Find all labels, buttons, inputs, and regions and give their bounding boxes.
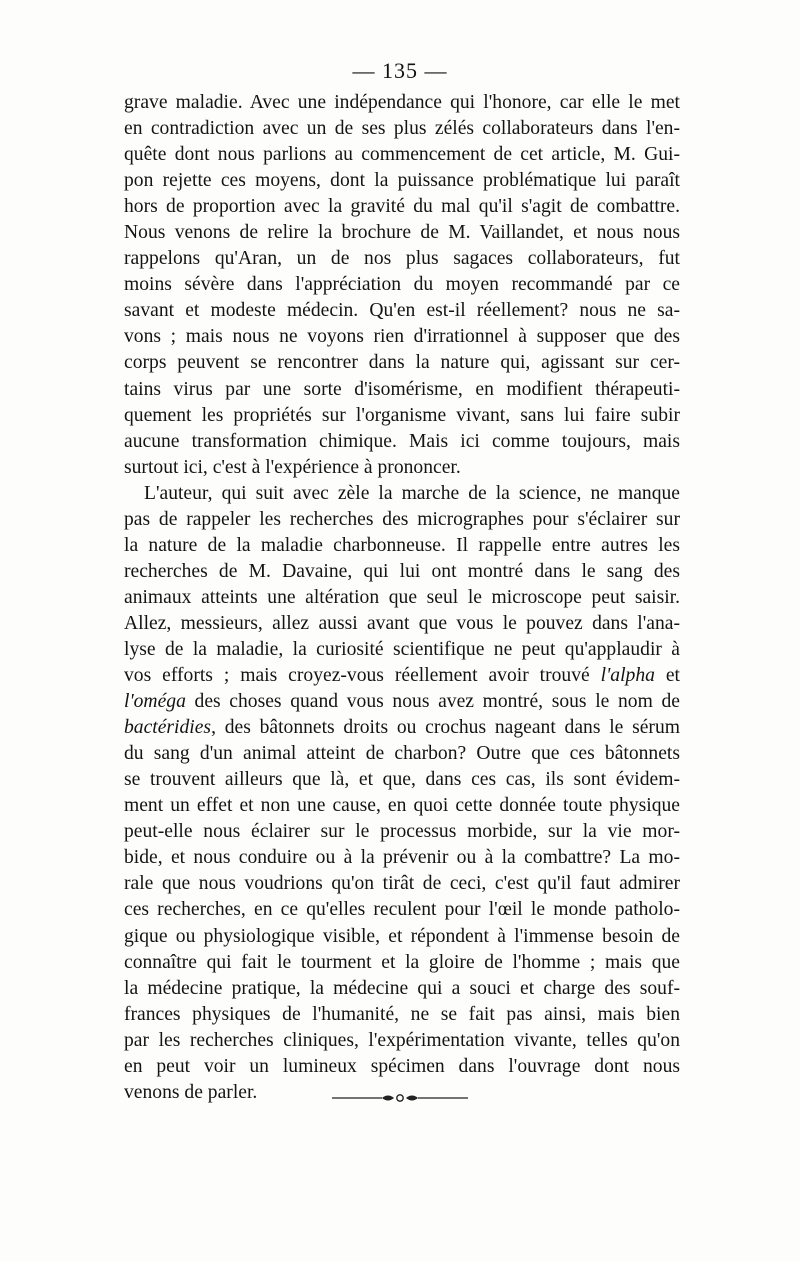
text-line: peut-elle nous éclairer sur le processus morbide, sur la vie mor- (124, 821, 680, 843)
text-line: la nature de la maladie charbonneuse. Il rappelle entre autres les (124, 534, 680, 556)
text-run: vos efforts ; mais croyez-vous réellement avoir trouvé (124, 665, 601, 687)
text-line: surtout ici, c'est à l'expérience à prononcer. (124, 456, 461, 478)
text-line: savant et modeste médecin. Qu'en est-il réellement? nous ne sa- (124, 300, 680, 322)
text-line: ment un effet et non une cause, en quoi cette donnée toute physique (124, 795, 680, 817)
text-line: L'auteur, qui suit avec zèle la marche de la science, ne manque (144, 482, 680, 504)
text-line: aucune transformation chimique. Mais ici comme toujours, mais (124, 430, 680, 452)
text-line: rale que nous voudrions qu'on tirât de ceci, c'est qu'il faut admirer (124, 873, 680, 895)
text-line: pas de rappeler les recherches des micrographes pour s'éclairer sur (124, 508, 680, 530)
text-line: tains virus par une sorte d'isomérisme, en modifient thérapeuti- (124, 378, 680, 400)
text-line: corps peuvent se rencontrer dans la nature qui, agissant sur cer- (124, 352, 680, 374)
text-line: se trouvent ailleurs que là, et que, dans ces cas, ils sont évidem- (124, 769, 680, 791)
text-line: en contradiction avec un de ses plus zélés collaborateurs dans l'en- (124, 118, 680, 140)
text-line: moins sévère dans l'appréciation du moyen recommandé par ce (124, 274, 680, 296)
text-line: recherches de M. Davaine, qui lui ont montré dans le sang des (124, 560, 680, 582)
italic-term: l'alpha (600, 665, 655, 687)
text-line: du sang d'un animal atteint de charbon? Outre que ces bâtonnets (124, 743, 680, 765)
text-line: venons de parler. (124, 1081, 258, 1103)
text-line: ces recherches, en ce qu'elles reculent pour l'œil le monde patholo- (124, 899, 680, 921)
text-line: grave maladie. Avec une indépendance qui l'honore, car elle le met (124, 92, 680, 113)
text-line: en peut voir un lumineux spécimen dans l'ouvrage dont nous (124, 1055, 680, 1077)
text-line: connaître qui fait le tourment et la gloire de l'homme ; mais que (124, 951, 680, 973)
paragraph (124, 90, 680, 481)
text-line: Nous venons de relire la brochure de M. Vaillandet, et nous nous (124, 222, 680, 244)
text-line: bide, et nous conduire ou à la prévenir ou à la combattre? La mo- (124, 847, 680, 869)
text-line: par les recherches cliniques, l'expérimentation vivante, telles qu'on (124, 1029, 680, 1051)
text-line: quête dont nous parlions au commencement de cet article, M. Gui- (124, 144, 680, 166)
text-run: des choses quand vous nous avez montré, sous le nom de (185, 691, 680, 713)
page-number: — 135 — (352, 58, 448, 83)
text-line: quement les propriétés sur l'organisme vivant, sans lui faire subir (124, 404, 680, 426)
text-line (124, 663, 680, 689)
text-line: Allez, messieurs, allez aussi avant que vous le pouvez dans l'ana- (124, 612, 680, 634)
text-run: et (654, 665, 680, 687)
text-line (124, 689, 680, 715)
paragraph (124, 481, 680, 1106)
italic-term: bactéridies (124, 717, 212, 739)
text-line: gique ou physiologique visible, et répondent à l'immense besoin de (124, 925, 680, 947)
text-line: lyse de la maladie, la curiosité scientifique ne peut qu'applaudir à (124, 638, 680, 660)
text-line: hors de proportion avec la gravité du mal qu'il s'agit de combattre. (124, 196, 680, 218)
text-line: rappelons qu'Aran, un de nos plus sagaces collaborateurs, fut (124, 248, 680, 270)
body-text (124, 90, 680, 1106)
text-line: frances physiques de l'humanité, ne se fait pas ainsi, mais bien (124, 1003, 680, 1025)
text-line: la médecine pratique, la médecine qui a souci et charge des souf- (124, 977, 680, 999)
text-line: pon rejette ces moyens, dont la puissance problématique lui paraît (124, 170, 680, 192)
end-ornament-icon (330, 1092, 470, 1104)
text-line (124, 715, 680, 741)
text-line: animaux atteints une altération que seul le microscope peut saisir. (124, 586, 680, 608)
italic-term: l'oméga (124, 691, 186, 713)
text-line: vons ; mais nous ne voyons rien d'irrationnel à supposer que des (124, 326, 680, 348)
text-run: , des bâtonnets droits ou crochus nageant dans le sérum (211, 717, 680, 739)
